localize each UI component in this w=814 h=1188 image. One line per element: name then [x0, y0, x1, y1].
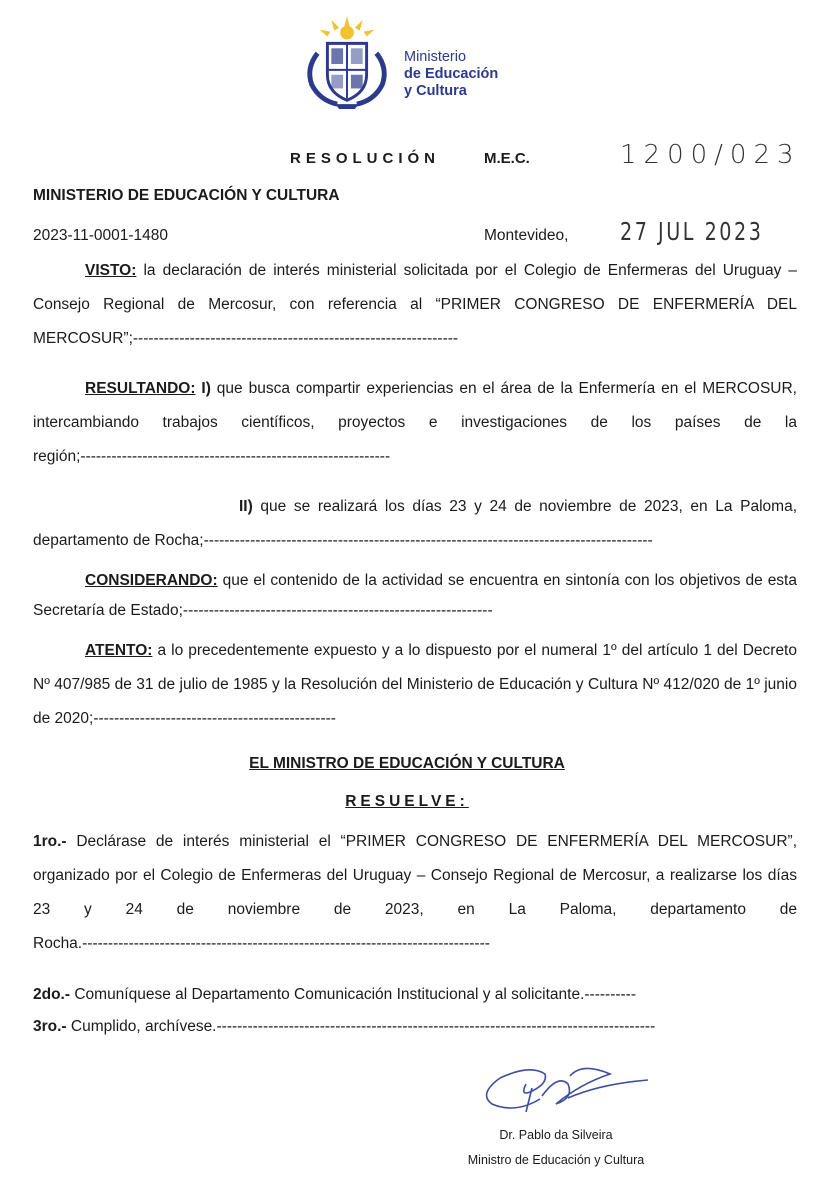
- visto-paragraph: VISTO: la declaración de interés ministerial solicitada por el Colegio de Enfermeras del Uruguay – Consejo Regional de Mercosur, con referencia al “PRIMER CONGRESO DE ENFERMERÍA DEL MERCOSUR”;---------------------------------------------------------------: [33, 262, 797, 347]
- considerando-text: que el contenido de la actividad se encuentra en sintonía con los objetivos de esta Secretaría de Estado;: [33, 572, 797, 619]
- resolution-org: M.E.C.: [484, 150, 530, 167]
- logo-line-3: y Cultura: [404, 83, 467, 99]
- article-3: 3ro.- Cumplido, archívese.-------------------------------------------------------------------------------------: [33, 1018, 656, 1035]
- ministry-logo: [298, 14, 538, 114]
- resultando-label: RESULTANDO:: [85, 380, 196, 397]
- considerando-paragraph: CONSIDERANDO: que el contenido de la actividad se encuentra en sintonía con los objetivos de esta Secretaría de Estado;------------------------------------------------------------: [33, 572, 797, 619]
- article-1-text: Declárase de interés ministerial el “PRIMER CONGRESO DE ENFERMERÍA DEL MERCOSUR”, organizado por el Colegio de Enfermeras del Uruguay – Consejo Regional de Mercosur, a realizarse los días 23 y 24 de noviembre de 2023, en La Paloma, departamento de Rocha.: [33, 833, 797, 952]
- article-1-number: 1ro.-: [33, 833, 67, 850]
- resuelve-heading: RESUELVE:: [345, 793, 469, 810]
- expediente-number: 2023-11-0001-1480: [33, 227, 169, 244]
- resolution-number-stamp: 1200/023: [620, 140, 801, 170]
- article-2-number: 2do.-: [33, 986, 71, 1003]
- visto-text: la declaración de interés ministerial solicitada por el Colegio de Enfermeras del Uruguay – Consejo Regional de Mercosur, con referencia al “PRIMER CONGRESO DE ENFERMERÍA DEL MERCOSUR”;: [33, 262, 797, 347]
- resolution-title-row: [0, 140, 814, 176]
- atento-text: a lo precedentemente expuesto y a lo dispuesto por el numeral 1º del artículo 1 del Decreto Nº 407/985 de 31 de julio de 1985 y la Resolución del Ministerio de Educación y Cultura Nº 412/020 de 1º junio de 2020;: [33, 642, 797, 727]
- ministry-heading: MINISTERIO DE EDUCACIÓN Y CULTURA: [33, 187, 340, 204]
- article-3-number: 3ro.-: [33, 1018, 67, 1035]
- resolution-label: RESOLUCIÓN: [290, 150, 441, 167]
- resultando-paragraph-2: II) que se realizará los días 23 y 24 de noviembre de 2023, en La Paloma, departamento de Rocha;---------------------------------------------------------------------------------------: [33, 498, 797, 549]
- signatory-name: Dr. Pablo da Silveira: [499, 1128, 613, 1142]
- signatory-title: Ministro de Educación y Cultura: [467, 1153, 645, 1167]
- resultando-paragraph-1: RESULTANDO: I) que busca compartir experiencias en el área de la Enfermería en el MERCOSUR, intercambiando trabajos científicos, proyectos e investigaciones de los países de la región;------------------------------------------------------------: [33, 380, 797, 465]
- resultando-item-2-number: II): [239, 498, 253, 515]
- article-2-text: Comuníquese al Departamento Comunicación Institucional y al solicitante.: [70, 986, 585, 1003]
- atento-label: ATENTO:: [85, 642, 153, 659]
- visto-label: VISTO:: [85, 262, 137, 279]
- date-stamp: 27 JUL 2023: [620, 217, 764, 246]
- article-2: 2do.- Comuníquese al Departamento Comunicación Institucional y al solicitante.----------: [33, 986, 637, 1003]
- considerando-label: CONSIDERANDO:: [85, 572, 218, 589]
- article-1: 1ro.- Declárase de interés ministerial el “PRIMER CONGRESO DE ENFERMERÍA DEL MERCOSUR”, organizado por el Colegio de Enfermeras del Uruguay – Consejo Regional de Mercosur, a realizarse los días 23 y 24 de noviembre de 2023, en La Paloma, departamento de Rocha.-------------------------------------------------------------------------------: [33, 833, 797, 952]
- minister-heading: EL MINISTRO DE EDUCACIÓN Y CULTURA: [249, 755, 565, 772]
- resultando-item-1-text: que busca compartir experiencias en el área de la Enfermería en el MERCOSUR, intercambiando trabajos científicos, proyectos e investigaciones de los países de la región;: [33, 380, 797, 465]
- atento-paragraph: ATENTO: a lo precedentemente expuesto y a lo dispuesto por el numeral 1º del artículo 1 del Decreto Nº 407/985 de 31 de julio de 1985 y la Resolución del Ministerio de Educación y Cultura Nº 412/020 de 1º junio de 2020;-----------------------------------------------: [33, 642, 797, 727]
- place-label: Montevideo,: [484, 227, 569, 244]
- article-3-text: Cumplido, archívese.: [66, 1018, 217, 1035]
- handwritten-signature: [470, 1054, 680, 1116]
- coat-of-arms-icon: [298, 14, 396, 112]
- resultando-item-1-number: I): [201, 380, 211, 397]
- logo-line-1: Ministerio: [404, 49, 467, 65]
- logo-wordmark: [404, 49, 498, 100]
- logo-line-2: de Educación: [404, 66, 499, 82]
- resultando-item-2-text: que se realizará los días 23 y 24 de noviembre de 2023, en La Paloma, departamento de Rocha;: [33, 498, 797, 549]
